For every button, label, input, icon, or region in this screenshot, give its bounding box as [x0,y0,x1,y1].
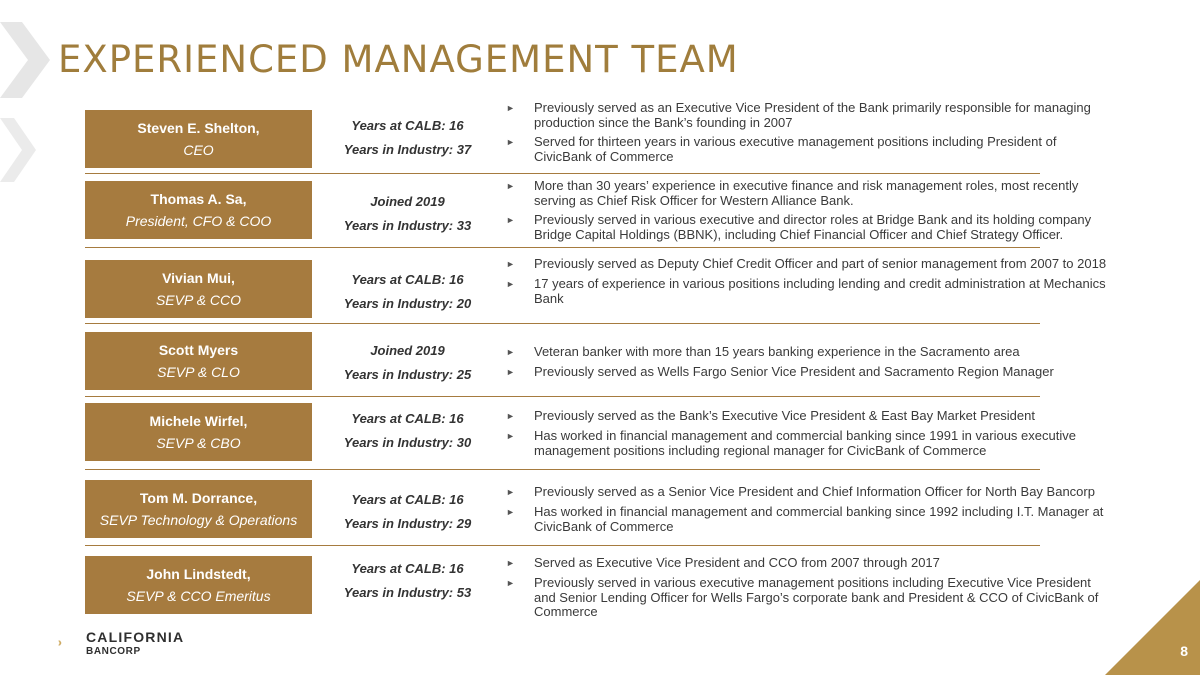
arrow-icon: ► [506,103,515,113]
member-namebox [85,556,312,614]
member-name: John Lindstedt, [146,566,251,582]
years-at-company: Years at CALB: 16 [351,411,464,426]
arrow-icon: ► [506,411,515,421]
member-name: Steven E. Shelton, [137,120,260,136]
row-separator [85,323,1040,324]
years-in-industry: Years in Industry: 53 [343,585,472,600]
arrow-icon: ► [506,431,515,441]
member-name: Thomas A. Sa, [150,191,247,207]
member-years [330,561,485,609]
member-role: SEVP & CCO Emeritus [126,588,271,604]
member-name: Tom M. Dorrance, [139,490,258,506]
logo-line-2: BANCORP [86,646,141,657]
member-years [330,194,485,242]
row-separator [85,173,1040,174]
page-title: EXPERIENCED MANAGEMENT TEAM [58,38,739,81]
row-separator [85,247,1040,248]
bullet-item: ► Previously served as the Bank’s Executive Vice President & East Bay Market President [506,408,1035,423]
years-at-company: Years at CALB: 16 [351,561,464,576]
bullet-item: ► Has worked in financial management and commercial banking since 1992 including I.T. Manager at CivicBank of Commerce [506,504,1104,534]
member-years [330,118,485,166]
arrow-icon: ► [506,215,515,225]
member-role: President, CFO & COO [125,213,272,229]
page-corner-triangle [1105,580,1200,675]
years-in-industry: Years in Industry: 25 [343,367,472,382]
bullet-item: ► 17 years of experience in various positions including lending and credit administration at Mechanics Bank [506,276,1106,306]
bullet-item: ► More than 30 years’ experience in executive finance and risk management roles, most recently serving as Chief Risk Officer for Western Alliance Bank. [506,178,1079,208]
years-at-company: Joined 2019 [370,194,445,209]
member-namebox [85,480,312,538]
bullet-item: ► Veteran banker with more than 15 years banking experience in the Sacramento area [506,344,1020,359]
member-role: SEVP & CCO [155,292,242,308]
bullet-item: ► Previously served as an Executive Vice President of the Bank primarily responsible for managing production since the Bank’s founding in 2007 [506,100,1091,130]
member-namebox [85,181,312,239]
years-in-industry: Years in Industry: 37 [343,142,472,157]
arrow-icon: ► [506,487,515,497]
arrow-icon: ► [506,507,515,517]
member-bullets [506,556,1116,625]
bullet-item: ► Previously served as Deputy Chief Credit Officer and part of senior management from 2007 to 2018 [506,256,1107,271]
bullet-item: ► Previously served in various executive and director roles at Bridge Bank and its holding company Bridge Capital Holdings (BBNK), including Chief Financial Officer and Chief Strategy Officer. [506,212,1092,242]
logo-line-1: CALIFORNIA [86,629,185,645]
decorative-chevrons [0,0,60,190]
years-at-company: Years at CALB: 16 [351,118,464,133]
member-name: Michele Wirfel, [149,413,248,429]
years-at-company: Years at CALB: 16 [351,492,464,507]
years-at-company: Years at CALB: 16 [351,272,464,287]
years-in-industry: Years in Industry: 33 [343,218,472,233]
california-bancorp-logo-icon [58,627,82,659]
row-separator [85,469,1040,470]
member-name: Scott Myers [158,342,239,358]
bullet-item: ► Served for thirteen years in various executive management positions including President of CivicBank of Commerce [506,134,1057,164]
bullet-item: ► Previously served in various executive management positions including Executive Vice President and Senior Lending Officer for Wells Fargo’s corporate bank and President & CCO of CivicBank of Commerce [506,575,1099,619]
years-in-industry: Years in Industry: 20 [343,296,472,311]
arrow-icon: ► [506,259,515,269]
page-number: 8 [1180,643,1188,659]
arrow-icon: ► [506,181,515,191]
member-role: SEVP & CBO [156,435,241,451]
member-years [330,272,485,320]
member-bullets [506,345,1116,385]
arrow-icon: ► [506,279,515,289]
member-namebox [85,110,312,168]
arrow-icon: ► [506,578,515,588]
member-namebox [85,403,312,461]
years-at-company: Joined 2019 [370,343,445,358]
member-bullets [506,409,1116,463]
bullet-item: ► Served as Executive Vice President and CCO from 2007 through 2017 [506,555,940,570]
years-in-industry: Years in Industry: 30 [343,435,472,450]
member-years [330,411,485,459]
member-bullets [506,179,1116,247]
member-role: SEVP Technology & Operations [99,512,298,528]
bullet-item: ► Has worked in financial management and commercial banking since 1991 in various executive management positions including regional manager for CivicBank of Commerce [506,428,1076,458]
member-role: CEO [183,142,214,158]
bullet-item: ► Previously served as Wells Fargo Senior Vice President and Sacramento Region Manager [506,364,1054,379]
row-separator [85,545,1040,546]
member-bullets [506,257,1116,311]
member-years [330,343,485,391]
row-separator [85,396,1040,397]
member-namebox [85,260,312,318]
years-in-industry: Years in Industry: 29 [343,516,472,531]
member-years [330,492,485,540]
arrow-icon: ► [506,367,515,377]
member-name: Vivian Mui, [162,270,235,286]
arrow-icon: ► [506,347,515,357]
arrow-icon: ► [506,558,515,568]
member-bullets [506,101,1116,169]
member-bullets [506,485,1116,539]
arrow-icon: ► [506,137,515,147]
member-role: SEVP & CLO [157,364,240,380]
member-namebox [85,332,312,390]
bullet-item: ► Previously served as a Senior Vice President and Chief Information Officer for North Bay Bancorp [506,484,1095,499]
